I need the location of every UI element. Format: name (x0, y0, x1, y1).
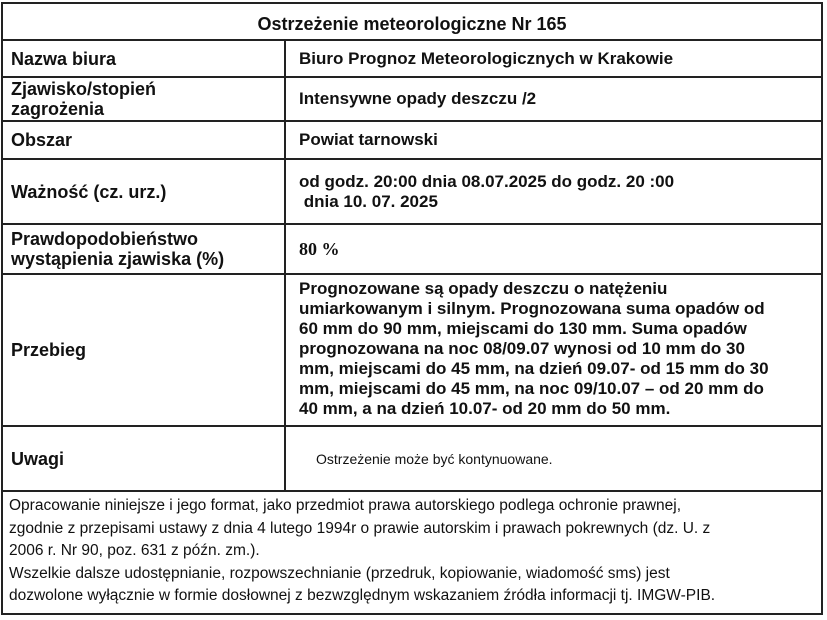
phenomenon-label (3, 78, 286, 120)
phenomenon-label-line-1: Zjawisko/stopień (11, 79, 157, 99)
course-line-4: prognozowana na noc 08/09.07 wynosi od 10 mm do 30 (299, 339, 745, 358)
probability-value: 80 % (299, 239, 340, 259)
copyright-line-5: dozwolone wyłącznie w formie dosłownej z bezwzględnym wskazaniem źródła informacji tj. IMGW-PIB. (9, 587, 716, 604)
probability-label-line-1: Prawdopodobieństwo (11, 229, 198, 249)
remarks-value: Ostrzeżenie może być kontynuowane. (316, 450, 553, 467)
copyright-notice (1, 492, 823, 615)
copyright-line-1: Opracowanie niniejsze i jego format, jako przedmiot prawa autorskiego podlega ochronie prawnej, (9, 497, 682, 514)
row-office (3, 41, 821, 78)
validity-label: Ważność (cz. urz.) (3, 160, 286, 223)
row-course (3, 275, 821, 427)
validity-value (286, 160, 821, 223)
copyright-line-4: Wszelkie dalsze udostępnianie, rozpowszechnianie (przedruk, kopiowanie, wiadomość sms) jest (9, 564, 670, 582)
warning-table (1, 39, 823, 492)
row-phenomenon (3, 78, 821, 122)
validity-value-line-2: dnia 10. 07. 2025 (299, 191, 438, 211)
remarks-label: Uwagi (3, 427, 286, 490)
validity-value-line-1: od godz. 20:00 dnia 08.07.2025 do godz. 20 :00 (299, 171, 675, 191)
probability-label-line-2: wystąpienia zjawiska (%) (11, 249, 225, 269)
copyright-line-3: 2006 r. Nr 90, poz. 631 z późn. zm.). (9, 542, 260, 559)
course-label: Przebieg (3, 275, 286, 425)
course-line-2: umiarkowanym i silnym. Prognozowana suma opadów od (299, 299, 765, 318)
area-label: Obszar (3, 122, 286, 158)
row-probability (3, 225, 821, 275)
row-area (3, 122, 821, 160)
phenomenon-value: Intensywne opady deszczu /2 (299, 89, 537, 108)
warning-document (1, 2, 823, 615)
office-label: Nazwa biura (3, 41, 286, 76)
course-line-1: Prognozowane są opady deszczu o natężeniu (299, 279, 668, 298)
row-remarks (3, 427, 821, 490)
course-line-6: mm, miejscami do 45 mm, na noc 09/10.07 – od 20 mm do (299, 379, 764, 398)
course-value (286, 275, 821, 425)
probability-label (3, 225, 286, 273)
area-value: Powiat tarnowski (299, 130, 438, 149)
course-line-7: 40 mm, a na dzień 10.07- od 20 mm do 50 mm. (299, 399, 671, 418)
office-value: Biuro Prognoz Meteorologicznych w Krakowie (299, 48, 674, 68)
course-line-3: 60 mm do 90 mm, miejscami do 130 mm. Suma opadów (299, 319, 747, 338)
row-validity (3, 160, 821, 225)
course-line-5: mm, miejscami do 45 mm, na dzień 09.07- od 15 mm do 30 (299, 359, 769, 378)
phenomenon-label-line-2: zagrożenia (11, 99, 105, 119)
copyright-line-2: zgodnie z przepisami ustawy z dnia 4 lutego 1994r o prawie autorskim i prawach pokrewnych (dz. U. z (9, 519, 711, 537)
document-title: Ostrzeżenie meteorologiczne Nr 165 (1, 2, 823, 39)
